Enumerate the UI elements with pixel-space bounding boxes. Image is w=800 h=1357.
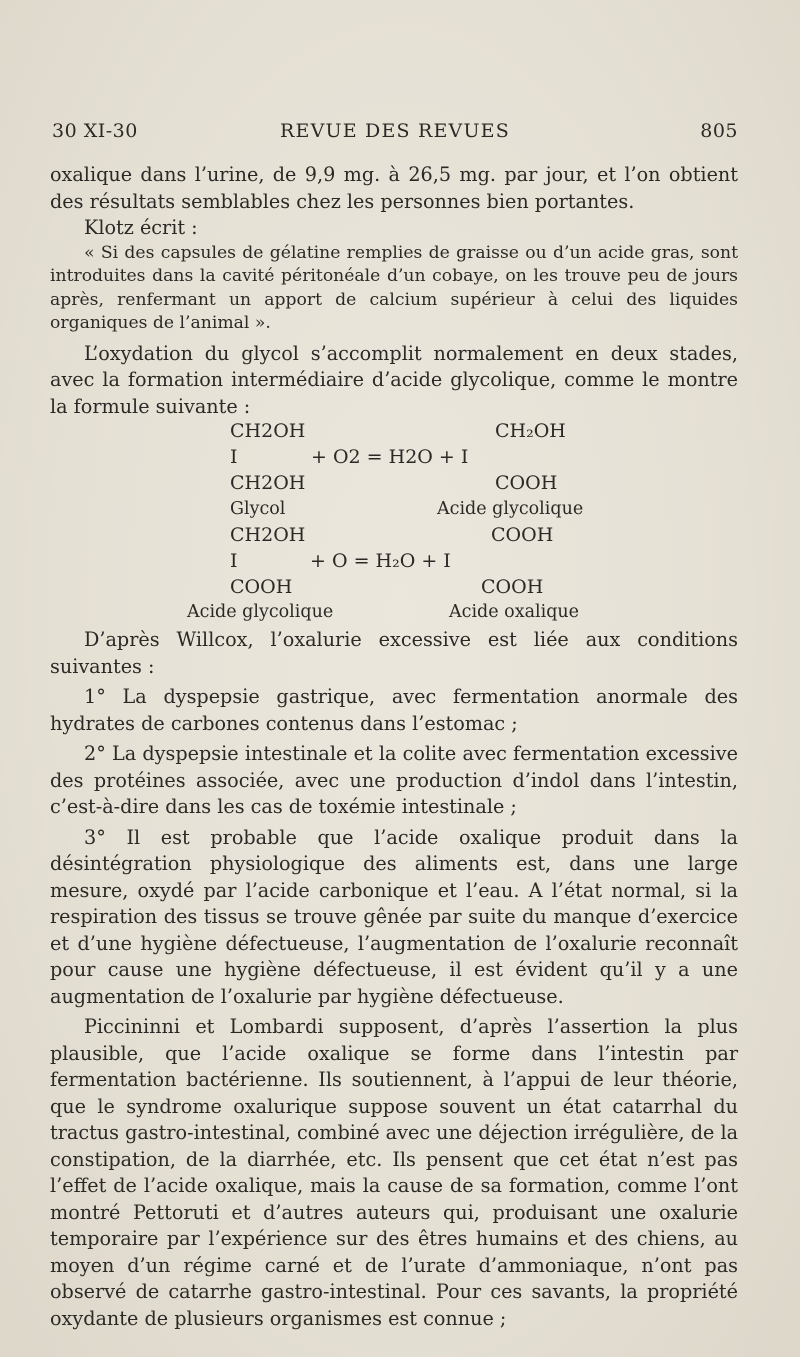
formula-r8-right: Acide oxalique [449,602,580,622]
body-text-bottom [50,627,738,1332]
list-item-3: 3° Il est probable que l’acide oxalique produit dans la désintégration physiologique des aliments est, dans une large mesure, oxydé par l’acide carbonique et l’eau. A l’état normal, si la respiration des tissus se trouve gênée par suite du manque d’exercice et d’une hygiène défectueuse, l’augmentation de l’oxalurie reconnaît pour cause une hygiène défectueuse, il est évident qu’il y a une augmentation de l’oxalurie par hygiène défectueuse. [50,825,738,1008]
formula-r7-left: COOH [230,576,293,598]
page-number: 805 [700,120,738,142]
formula-r2-mid: + O2 = H2O + I [311,446,469,468]
paragraph-2: Klotz écrit : [84,216,198,239]
formula-r1-right: CH₂OH [495,420,566,442]
paragraph-4: L’oxydation du glycol s’accomplit normalement en deux stades, avec la formation intermédiaire d’acide glycolique, comme le montre la formule suivante : [50,341,738,418]
paragraph-1: oxalique dans l’urine, de 9,9 mg. à 26,5 mg. par jour, et l’on obtient des résultats semblables chez les personnes bien portantes. [50,163,738,213]
formula-r5-right: COOH [491,524,554,546]
formula-r2-left: I [230,446,238,468]
formula-r3-right: COOH [495,472,558,494]
list-item-2: 2° La dyspepsie intestinale et la colite avec fermentation excessive des protéines associée, avec une production d’indol dans l’intestin, c’est-à-dire dans les cas de toxémie intestinale ; [50,742,738,818]
formula-r8-left: Acide glycolique [187,602,334,622]
paragraph-9: Piccininni et Lombardi supposent, d’après l’assertion la plus plausible, que l’acide oxalique se forme dans l’intestin par fermentation bactérienne. Ils soutiennent, à l’appui de leur théorie, que le syndrome oxalurique suppose souvent un état catarrhal du tractus gastro-intestinal, combiné avec une déjection irrégulière, de la constipation, de la diarrhée, etc. Ils pensent que cet état n’est pas l’effet de l’acide oxalique, mais la cause de sa formation, comme l’ont montré Pettoruti et d’autres auteurs qui, produisant une oxalurie temporaire par l’expérience sur des êtres humains et des chiens, au moyen d’un régime carné et de l’urate d’ammoniaque, n’ont pas observé de catarrhe gastro-intestinal. Pour ces savants, la propriété oxydante de plusieurs organismes est connue ; [50,1015,739,1330]
formula-r4-left: Glycol [230,499,286,519]
formula-r3-left: CH2OH [230,472,306,494]
formula-r5-left: CH2OH [230,524,306,546]
header-title: REVUE DES REVUES [280,120,510,142]
quote-klotz: « Si des capsules de gélatine remplies de graisse ou d’un acide gras, sont introduites dans la cavité péritonéale d’un cobaye, on les trouve peu de jours après, renfermant un apport de calcium supérieur à celui des liquides organiques de l’animal ». [50,242,738,333]
formula-r6-mid: + O = H₂O + I [310,550,451,572]
formula-r1-left: CH2OH [230,420,306,442]
list-item-1: 1° La dyspepsie gastrique, avec fermentation anormale des hydrates de carbones contenus dans l’estomac ; [50,685,738,735]
formula-r6-left: I [230,550,238,572]
header-date: 30 XI-30 [52,120,138,142]
paragraph-5: D’après Willcox, l’oxalurie excessive est liée aux conditions suivantes : [50,628,738,678]
formula-r4-right: Acide glycolique [437,499,584,519]
formula-r7-right: COOH [481,576,544,598]
